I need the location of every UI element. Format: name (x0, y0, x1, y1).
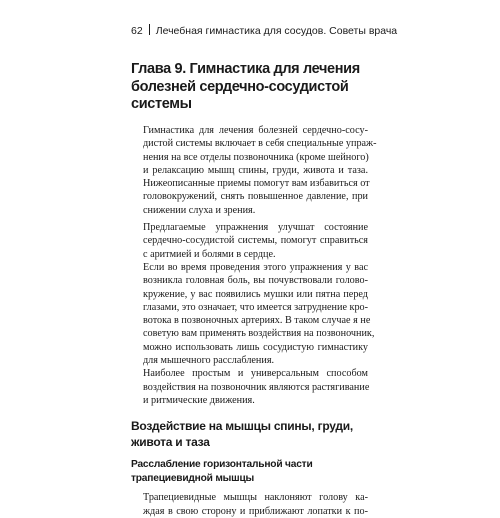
text-line: снижении слуха и зрения. (143, 204, 256, 216)
text-line: воздействия на позвоночник являются растягивание (143, 381, 370, 393)
subsection-heading-line: Расслабление горизонтальной части (131, 459, 313, 471)
text-line: Гимнастика для лечения болезней сердечно-сосу- (143, 125, 368, 136)
section-heading (131, 419, 368, 450)
text-line: Если во время проведения этого упражнения у вас (143, 261, 368, 273)
paragraph (131, 124, 377, 217)
text-line: ждая в свою сторону и приближают лопатки к по- (143, 505, 368, 517)
section-heading-line: живота и таза (131, 434, 210, 449)
section-heading-line: Воздействие на мышцы спины, груди, (131, 419, 353, 434)
paragraph (131, 491, 368, 518)
running-title: Лечебная гимнастика для сосудов. Советы врача (155, 25, 398, 37)
paragraph (131, 367, 368, 407)
chapter-title (131, 61, 371, 114)
running-header (131, 24, 398, 38)
paragraph (131, 221, 368, 261)
text-line: Трапециевидные мышцы наклоняют голову ка- (143, 492, 368, 504)
text-line: глазами, это означает, что имеется затруднение кро- (143, 301, 369, 313)
text-line: Нижеописанные приемы помогут вам избавиться от (143, 178, 370, 190)
text-line: головокружений, снять повышенное давление, при (143, 191, 368, 203)
text-line: нения на все отделы позвоночника (кроме шейного) (143, 151, 369, 163)
text-line: Предлагаемые упражнения улучшат состояние (143, 222, 368, 234)
text-line: советую вам применять воздействия на позвоночник, (143, 328, 375, 340)
header-divider (149, 24, 150, 35)
body-text (131, 124, 377, 518)
chapter-title-line: Глава 9. Гимнастика для лечения (131, 61, 360, 77)
text-line: сердечно-сосудистой системы, помогут справиться (143, 235, 368, 247)
text-line: кружение, у вас появились мушки или пятна перед (143, 288, 368, 300)
subsection-heading-line: трапециевидной мышцы (131, 473, 255, 485)
paragraph (131, 261, 375, 367)
text-line: дистой системы включает в себя специальные упраж- (143, 138, 377, 150)
chapter-title-line: системы (131, 96, 192, 112)
subsection-heading (131, 458, 368, 486)
text-line: возникла головная боль, вы почувствовали голово- (143, 275, 368, 287)
text-line: с аритмией и болями в сердце. (143, 248, 276, 260)
text-line: вотока в позвоночных артериях. В таком случае я не (143, 315, 371, 327)
page-number: 62 (131, 25, 143, 37)
text-line: можно использовать лишь сосудистую гимнастику (143, 341, 368, 353)
text-line: для мышечного расслабления. (143, 355, 275, 367)
text-line: и ритмические движения. (143, 394, 255, 406)
text-line: и релаксацию мышц спины, груди, живота и таза. (143, 164, 368, 176)
chapter-title-line: болезней сердечно-сосудистой (131, 78, 349, 95)
text-line: Наиболее простым и универсальным способом (143, 368, 368, 380)
